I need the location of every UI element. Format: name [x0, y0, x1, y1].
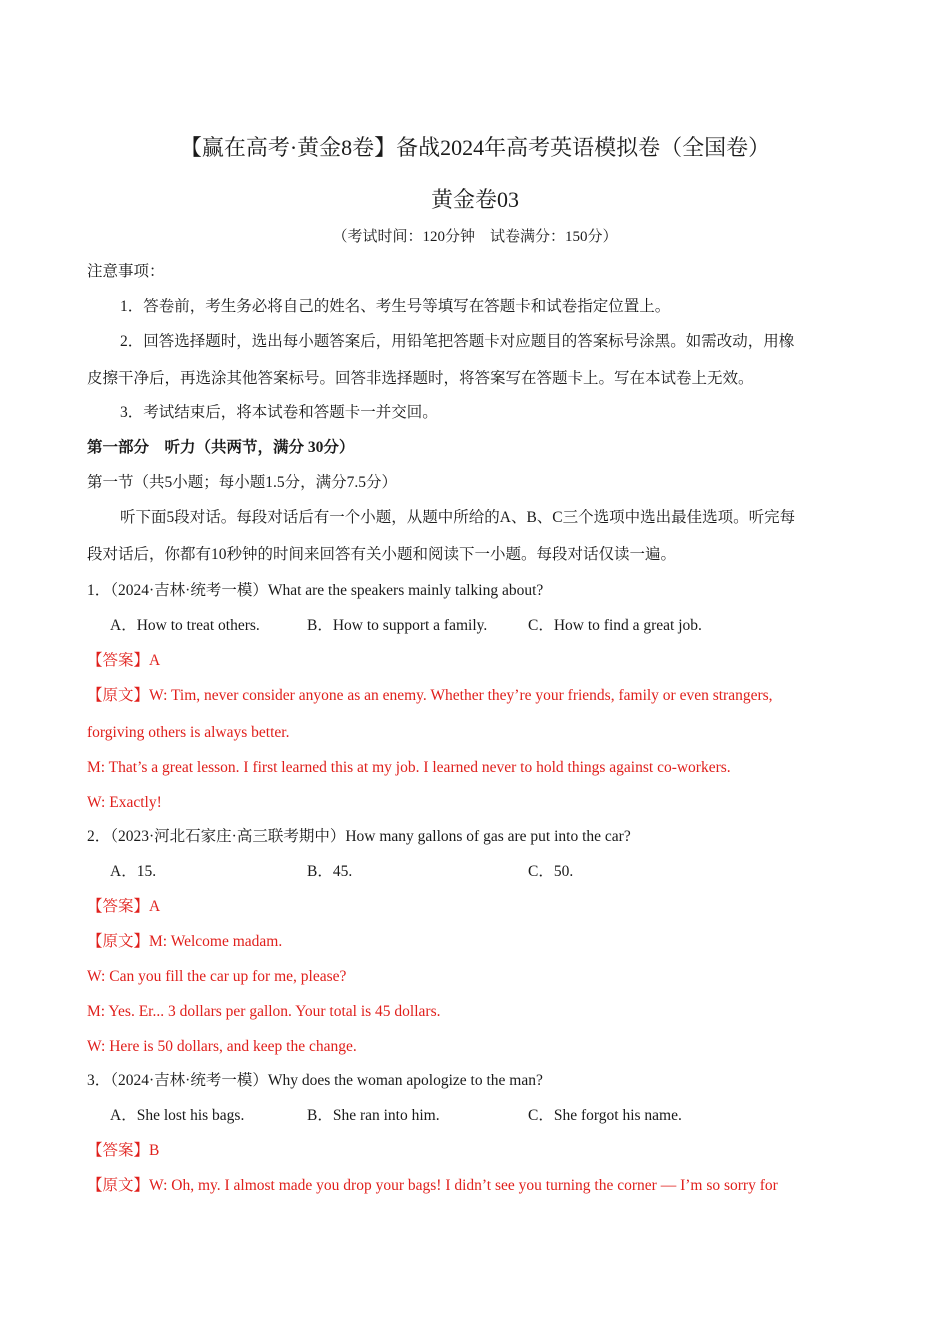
notice-item-2-cont: 皮擦干净后，再选涂其他答案标号。回答非选择题时，将答案写在答题卡上。写在本试卷上无效。 — [87, 370, 754, 387]
notice-item-3: 3．考试结束后，将本试卷和答题卡一并交回。 — [120, 404, 438, 421]
question-1-script-line: forgiving others is always better. — [87, 724, 290, 741]
question-1-option-a: A．How to treat others. — [110, 617, 260, 634]
listening-instructions-cont: 段对话后，你都有10秒钟的时间来回答有关小题和阅读下一小题。每段对话仅读一遍。 — [87, 546, 677, 563]
question-2-script-line: W: Here is 50 dollars, and keep the change. — [87, 1038, 357, 1055]
question-3-option-c: C．She forgot his name. — [528, 1107, 682, 1124]
question-3-script: 【原文】W: Oh, my. I almost made you drop your bags! I didn’t see you turning the corner — I’m so sorry for — [87, 1177, 778, 1194]
question-1-script-line: W: Exactly! — [87, 794, 162, 811]
notice-item-2: 2．回答选择题时，选出每小题答案后，用铅笔把答题卡对应题目的答案标号涂黑。如需改动，用橡 — [120, 333, 795, 350]
question-1-script: 【原文】W: Tim, never consider anyone as an enemy. Whether they’re your friends, family or even strangers, — [87, 687, 773, 704]
question-2-option-a: A．15. — [110, 863, 157, 880]
question-3-stem: 3．（2024·吉林·统考一模）Why does the woman apologize to the man? — [87, 1072, 543, 1089]
question-1-option-b: B．How to support a family. — [307, 617, 488, 634]
listening-instructions: 听下面5段对话。每段对话后有一个小题，从题中所给的A、B、C三个选项中选出最佳选项。听完每 — [120, 509, 796, 526]
question-2-stem: 2．（2023·河北石家庄·高三联考期中）How many gallons of gas are put into the car? — [87, 828, 631, 845]
question-3-option-a: A．She lost his bags. — [110, 1107, 245, 1124]
question-2-script: 【原文】M: Welcome madam. — [87, 933, 283, 950]
notice-heading: 注意事项： — [87, 263, 165, 280]
question-1-script-line: M: That’s a great lesson. I first learned this at my job. I learned never to hold things against co-workers. — [87, 759, 731, 776]
question-2-option-c: C．50. — [528, 863, 574, 880]
question-2-script-line: M: Yes. Er... 3 dollars per gallon. Your total is 45 dollars. — [87, 1003, 441, 1020]
exam-info: （考试时间：120分钟 试卷满分：150分） — [332, 229, 618, 245]
section1-heading: 第一节（共5小题；每小题1.5分，满分7.5分） — [87, 474, 398, 491]
question-1-option-c: C．How to find a great job. — [528, 617, 702, 634]
notice-item-1: 1．答卷前，考生务必将自己的姓名、考生号等填写在答题卡和试卷指定位置上。 — [120, 298, 671, 315]
question-2-answer: 【答案】A — [87, 898, 161, 915]
document-subtitle: 黄金卷03 — [430, 187, 519, 212]
question-2-script-line: W: Can you fill the car up for me, please? — [87, 968, 347, 985]
part1-heading: 第一部分 听力（共两节，满分 30分） — [87, 439, 355, 456]
question-3-answer: 【答案】B — [87, 1142, 160, 1159]
question-1-answer: 【答案】A — [87, 652, 161, 669]
question-1-stem: 1．（2024·吉林·统考一模）What are the speakers mainly talking about? — [87, 582, 544, 599]
document-title: 【赢在高考·黄金8卷】备战2024年高考英语模拟卷（全国卷） — [179, 135, 771, 160]
question-2-option-b: B．45. — [307, 863, 353, 880]
question-3-option-b: B．She ran into him. — [307, 1107, 440, 1124]
